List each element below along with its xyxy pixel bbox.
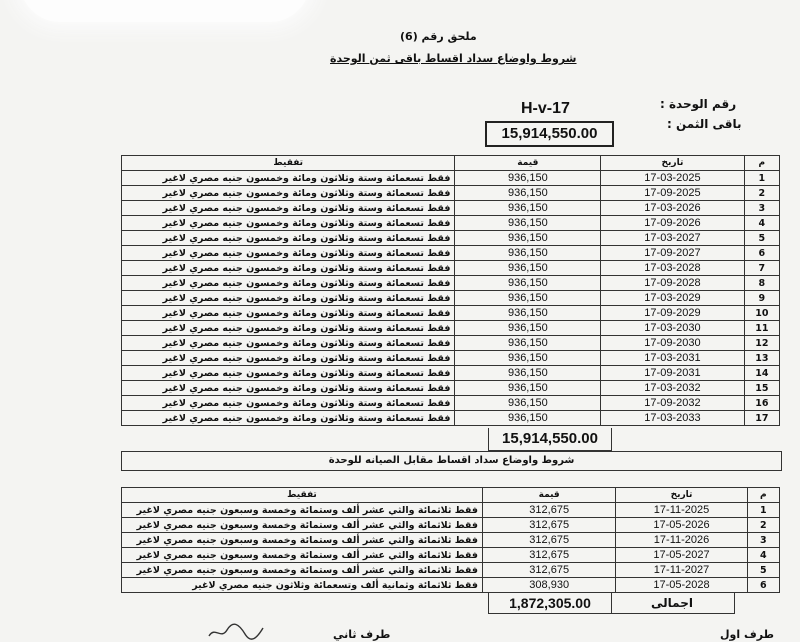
table-row [122,578,780,593]
installment-date: 17-05-2028 [616,578,747,593]
installment-number: 14 [744,366,779,381]
amount-in-words: فقط تسعمائة وستة وثلاثون ومائة وخمسون جنيه مصري لاغير [122,381,455,396]
installment-date: 17-11-2026 [616,533,747,548]
table-row [122,276,780,291]
table-row [122,381,780,396]
maintenance-section-title: شروط واوضاع سداد اقساط مقابل الصيانه للوحدة [121,451,782,471]
light-glare [20,0,310,22]
installment-value: 312,675 [482,533,615,548]
installment-date: 17-11-2027 [616,563,747,578]
installments-total: 15,914,550.00 [488,428,612,451]
installment-value: 312,675 [482,548,615,563]
amount-in-words: فقط تسعمائة وستة وثلاثون ومائة وخمسون جنيه مصري لاغير [122,321,455,336]
installment-number: 9 [744,291,779,306]
installment-number: 13 [744,351,779,366]
installment-date: 17-03-2033 [601,411,744,426]
installment-number: 2 [747,518,779,533]
installments-table [121,155,780,426]
table-row [122,201,780,216]
col-value-header: قيمة [455,156,601,171]
installment-value: 936,150 [455,246,601,261]
installment-number: 7 [744,261,779,276]
installment-number: 4 [747,548,779,563]
installment-value: 936,150 [455,276,601,291]
amount-in-words: فقط تسعمائة وستة وثلاثون ومائة وخمسون جنيه مصري لاغير [122,336,455,351]
amount-in-words: فقط تسعمائة وستة وثلاثون ومائة وخمسون جنيه مصري لاغير [122,186,455,201]
table-row [122,291,780,306]
table-row [122,396,780,411]
table-row [122,533,780,548]
installment-value: 936,150 [455,291,601,306]
remaining-price-label: باقى الثمن : [667,117,742,131]
table-row [122,336,780,351]
table-row [122,563,780,578]
installment-value: 936,150 [455,321,601,336]
amount-in-words: فقط تسعمائة وستة وثلاثون ومائة وخمسون جنيه مصري لاغير [122,171,455,186]
installment-date: 17-05-2027 [616,548,747,563]
amount-in-words: فقط ثلاثمائة وثمانية ألف وتسعمائة وثلاثون جنيه مصري لاغير [122,578,483,593]
table-row [122,231,780,246]
installment-value: 936,150 [455,366,601,381]
col-date-header: تاريخ [601,156,744,171]
installment-date: 17-03-2027 [601,231,744,246]
table-row [122,351,780,366]
document-title: شروط واوضاع سداد اقساط باقى ثمن الوحدة [330,52,577,65]
installment-date: 17-03-2031 [601,351,744,366]
maintenance-total: 1,872,305.00 [488,593,612,614]
installment-number: 3 [747,533,779,548]
installment-value: 936,150 [455,396,601,411]
installment-date: 17-03-2025 [601,171,744,186]
maintenance-table [121,487,780,593]
amount-in-words: فقط ثلاثمائة والثي عشر ألف وستمائة وخمسة وسبعون جنيه مصري لاغير [122,563,483,578]
table-row [122,503,780,518]
installment-number: 1 [744,171,779,186]
amount-in-words: فقط تسعمائة وستة وثلاثون ومائة وخمسون جنيه مصري لاغير [122,291,455,306]
amount-in-words: فقط تسعمائة وستة وثلاثون ومائة وخمسون جنيه مصري لاغير [122,201,455,216]
installment-date: 17-09-2031 [601,366,744,381]
annex-number: ملحق رقم (6) [400,30,477,43]
installment-value: 936,150 [455,171,601,186]
installment-date: 17-09-2026 [601,216,744,231]
installment-date: 17-09-2032 [601,396,744,411]
installment-number: 11 [744,321,779,336]
installment-value: 936,150 [455,261,601,276]
installment-value: 312,675 [482,503,615,518]
installment-value: 936,150 [455,231,601,246]
col-number-header: م [744,156,779,171]
table-row [122,366,780,381]
installment-value: 936,150 [455,216,601,231]
col-words-header: تفقيط [122,488,483,503]
installment-value: 936,150 [455,411,601,426]
installment-date: 17-11-2025 [616,503,747,518]
installment-number: 10 [744,306,779,321]
table-row [122,518,780,533]
amount-in-words: فقط تسعمائة وستة وثلاثون ومائة وخمسون جنيه مصري لاغير [122,261,455,276]
signature-mark [205,620,265,642]
installment-number: 2 [744,186,779,201]
amount-in-words: فقط ثلاثمائة والثي عشر ألف وستمائة وخمسة وسبعون جنيه مصري لاغير [122,533,483,548]
remaining-price-value: 15,914,550.00 [485,121,614,147]
table-row [122,548,780,563]
installment-number: 5 [744,231,779,246]
amount-in-words: فقط تسعمائة وستة وثلاثون ومائة وخمسون جنيه مصري لاغير [122,411,455,426]
table-row [122,321,780,336]
installment-date: 17-09-2030 [601,336,744,351]
installment-number: 4 [744,216,779,231]
installment-value: 936,150 [455,351,601,366]
col-date-header: تاريخ [616,488,747,503]
first-party-label: طرف اول [720,628,774,641]
installment-number: 6 [744,246,779,261]
table-row [122,246,780,261]
installment-number: 15 [744,381,779,396]
amount-in-words: فقط تسعمائة وستة وثلاثون ومائة وخمسون جنيه مصري لاغير [122,306,455,321]
installment-number: 17 [744,411,779,426]
table-row [122,186,780,201]
installment-number: 6 [747,578,779,593]
installment-date: 17-03-2028 [601,261,744,276]
installment-date: 17-03-2026 [601,201,744,216]
unit-number-label: رقم الوحدة : [660,97,737,111]
installment-date: 17-03-2032 [601,381,744,396]
amount-in-words: فقط ثلاثمائة والثي عشر ألف وستمائة وخمسة وسبعون جنيه مصري لاغير [122,548,483,563]
installment-number: 16 [744,396,779,411]
amount-in-words: فقط تسعمائة وستة وثلاثون ومائة وخمسون جنيه مصري لاغير [122,216,455,231]
amount-in-words: فقط تسعمائة وستة وثلاثون ومائة وخمسون جنيه مصري لاغير [122,366,455,381]
installment-value: 312,675 [482,518,615,533]
table-row [122,216,780,231]
unit-number-value: H-v-17 [521,100,570,117]
installment-value: 308,930 [482,578,615,593]
installment-number: 1 [747,503,779,518]
table-header-row [122,156,780,171]
amount-in-words: فقط ثلاثمائة والثي عشر ألف وستمائة وخمسة وسبعون جنيه مصري لاغير [122,518,483,533]
installment-number: 3 [744,201,779,216]
installment-value: 936,150 [455,186,601,201]
amount-in-words: فقط تسعمائة وستة وثلاثون ومائة وخمسون جنيه مصري لاغير [122,276,455,291]
installment-date: 17-09-2029 [601,306,744,321]
col-number-header: م [747,488,779,503]
table-row [122,261,780,276]
installment-date: 17-09-2028 [601,276,744,291]
installment-date: 17-03-2029 [601,291,744,306]
table-header-row [122,488,780,503]
amount-in-words: فقط ثلاثمائة والثي عشر ألف وستمائة وخمسة وسبعون جنيه مصري لاغير [122,503,483,518]
installment-number: 5 [747,563,779,578]
installment-date: 17-03-2030 [601,321,744,336]
installment-value: 936,150 [455,201,601,216]
installment-number: 8 [744,276,779,291]
second-party-label: طرف ثاني [333,628,391,641]
table-row [122,306,780,321]
amount-in-words: فقط تسعمائة وستة وثلاثون ومائة وخمسون جنيه مصري لاغير [122,246,455,261]
amount-in-words: فقط تسعمائة وستة وثلاثون ومائة وخمسون جنيه مصري لاغير [122,396,455,411]
amount-in-words: فقط تسعمائة وستة وثلاثون ومائة وخمسون جنيه مصري لاغير [122,231,455,246]
installment-value: 936,150 [455,336,601,351]
installment-value: 312,675 [482,563,615,578]
installment-value: 936,150 [455,306,601,321]
installment-date: 17-09-2027 [601,246,744,261]
installment-date: 17-05-2026 [616,518,747,533]
amount-in-words: فقط تسعمائة وستة وثلاثون ومائة وخمسون جنيه مصري لاغير [122,351,455,366]
maintenance-total-label: اجمالى [610,593,735,614]
col-value-header: قيمة [482,488,615,503]
installment-number: 12 [744,336,779,351]
table-row [122,411,780,426]
col-words-header: تفقيط [122,156,455,171]
table-row [122,171,780,186]
installment-value: 936,150 [455,381,601,396]
installment-date: 17-09-2025 [601,186,744,201]
